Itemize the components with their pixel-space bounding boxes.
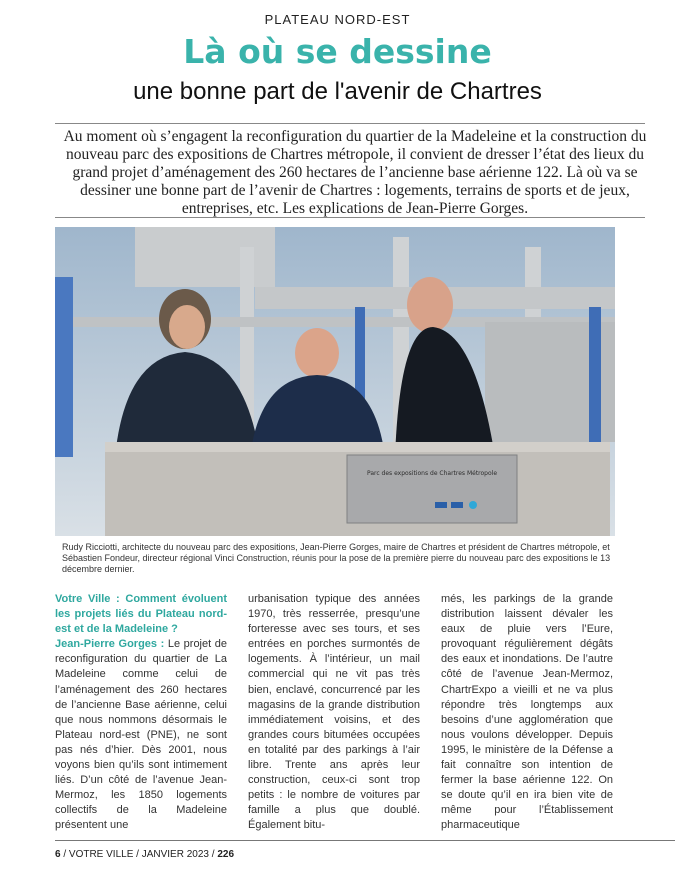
issue-number: 226 — [217, 849, 235, 860]
top-rule — [55, 123, 645, 124]
intro-paragraph: Au moment où s’engagent la reconfiguration du quartier de la Madeleine et la construction du nouveau parc des expositions de Chartres métropole, il convient de dresser l’état des lieux du grand projet d’aménagement des 260 hectares de l’ancienne base aérienne 122. Là où va se dessiner une bonne part de l’avenir de Chartres : logements, terrains de sports et de jeux, entreprises, etc. Les explications de Jean-Pierre Gorges. — [63, 128, 647, 217]
magazine-name: VOTRE VILLE — [68, 849, 134, 860]
column-1-text: Le projet de reconfiguration du quartier de La Madeleine comme celui de l’aménagement des 260 hectares de l’ancienne Base aérienne, celui que nous nommons désormais le Plateau nord-est (PNE), ne sont pas nés d’hier. Dès 2001, nous voyons bien qu’ils sont intimement liés. D’un côté de l’avenue Jean-Mermoz, les 1850 logements collectifs de la Madeleine présentent une — [55, 638, 227, 832]
article-column-1 — [55, 592, 227, 834]
article-column-3 — [441, 592, 613, 834]
plaque-text: Parc des expositions de Chartres Métropole — [366, 470, 498, 477]
column-3-text: més, les parkings de la grande distribution laissent dévaler les eaux de pluie vers l’Eure, provoquant régulièrement dégâts des eaux et inondations. De l’autre côté de l’avenue Jean-Mermoz, ChartrExpo a vieilli et ne va plus répondre très longtemps aux besoins d’une agglomération que nous voulons développer. Depuis 1995, le ministère de la Défense a fait connaître son intention de fermer la base aérienne 122. On se doute qu’il en ira bien vite de même pour l’Établissement pharmaceutique — [441, 593, 613, 832]
issue-date: JANVIER 2023 — [141, 849, 209, 860]
subheadline: une bonne part de l'avenir de Chartres — [133, 78, 542, 105]
page-number: 6 — [55, 849, 61, 860]
bottom-rule — [55, 217, 645, 218]
headline: Là où se dessine — [183, 32, 492, 71]
footer-rule — [55, 840, 675, 841]
article-photo — [55, 227, 615, 536]
section-kicker: PLATEAU NORD-EST — [264, 12, 411, 27]
interview-speaker: Jean-Pierre Gorges : — [55, 638, 165, 651]
interview-question: Votre Ville : Comment évoluent les projets liés du Plateau nord-est et de la Madeleine ? — [55, 593, 227, 636]
column-2-text: urbanisation typique des années 1970, très resserrée, presqu’une forteresse avec ses tours, et ses entrées en porches surmontés de logements. À l’intérieur, un mail commercial qui ne vit pas très bien, enclavé, concurrencé par les magasins de la grande distribution immédiatement voisins, et des grandes cours bitumées occupées en totalité par des parkings à l’air libre. Trente ans après leur construction, ceux-ci sont trop petits : le nombre de voitures par famille a plus que doublé. Également bitu- — [248, 593, 420, 832]
photo-caption: Rudy Ricciotti, architecte du nouveau parc des expositions, Jean-Pierre Gorges, maire de Chartres et président de Chartres métropole, et Sébastien Fondeur, directeur régional Vinci Construction, réunis pour la pose de la première pierre du nouveau parc des expositions le 13 décembre dernier. — [62, 542, 611, 574]
photo-illustration — [55, 227, 615, 536]
page-footer: 6 / VOTRE VILLE / JANVIER 2023 / 226 — [55, 849, 235, 860]
article-column-2 — [248, 592, 420, 834]
